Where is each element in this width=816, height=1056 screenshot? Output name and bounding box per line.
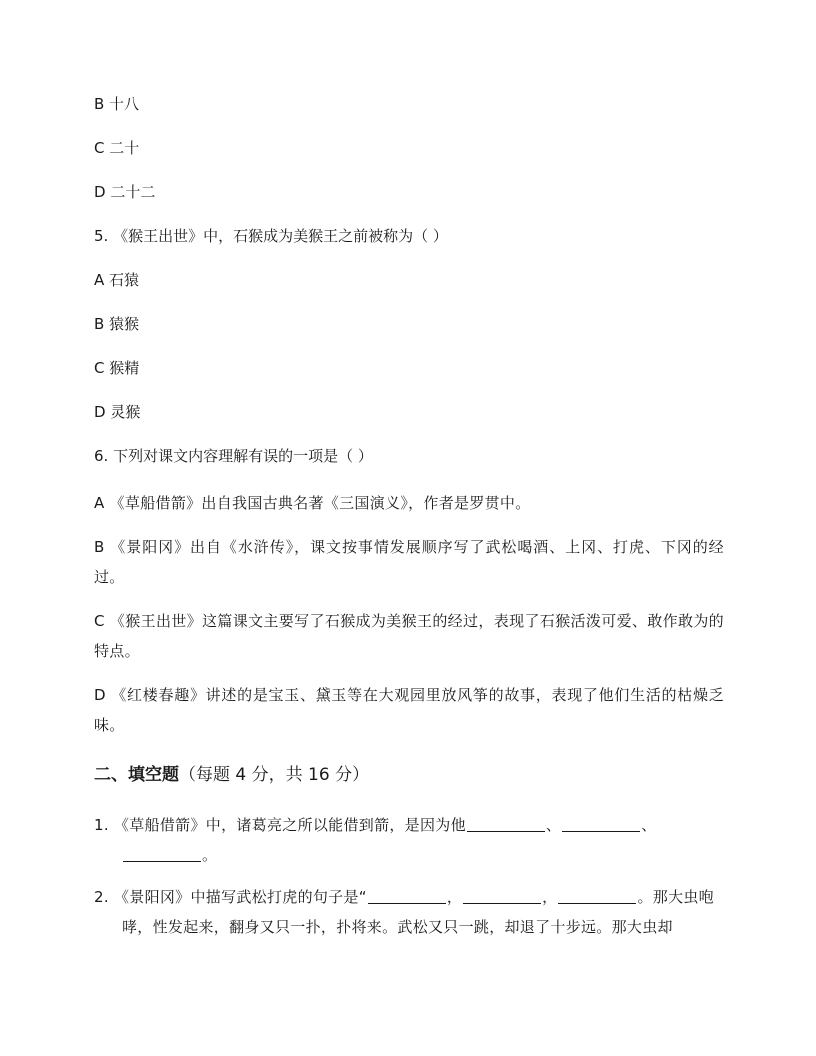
fill-2-blank-2[interactable] <box>463 887 541 904</box>
fill-2-blank-1[interactable] <box>368 887 446 904</box>
q6-option-d: D 《红楼春趣》讲述的是宝玉、黛玉等在大观园里放风筝的故事，表现了他们生活的枯燥乏味。 <box>94 686 724 734</box>
q4-option-d: D 二十二 <box>94 183 156 201</box>
fill-2-blank-3[interactable] <box>558 887 636 904</box>
fill-question-2 <box>94 882 724 942</box>
question-5-stem: 5. 《猴王出世》中，石猴成为美猴王之前被称为（ ） <box>94 227 448 245</box>
fill-1-separator: 、 <box>545 816 562 834</box>
fill-question-1 <box>94 810 724 870</box>
q6-option-c: C 《猴王出世》这篇课文主要写了石猴成为美猴王的经过，表现了石猴活泼可爱、敢作敢为的特点。 <box>94 612 724 660</box>
q5-option-a: A 石猿 <box>94 271 140 289</box>
q4-option-b: B 十八 <box>94 95 140 113</box>
fill-2-separator: ， <box>542 888 558 906</box>
fill-2-text: 2. 《景阳冈》中描写武松打虎的句子是“ <box>94 888 367 906</box>
section-2-heading <box>94 762 724 788</box>
q5-option-d: D 灵猴 <box>94 403 141 421</box>
section-2-title: 二、填空题 <box>94 765 179 785</box>
fill-2-separator: ， <box>446 888 463 906</box>
fill-1-text: 1. 《草船借箭》中，诸葛亮之所以能借到箭，是因为他 <box>94 816 466 834</box>
fill-2-continuation: 。那大虫咆哮，性发起来，翻身又只一扑，扑将来。武松又只一跳，却退了十步远。那大虫却 <box>122 888 714 936</box>
fill-1-blank-1[interactable] <box>467 815 545 832</box>
fill-1-separator: 、 <box>641 816 657 834</box>
document-page <box>94 92 724 954</box>
fill-1-blank-2[interactable] <box>562 815 640 832</box>
q6-option-a: A 《草船借箭》出自我国古典名著《三国演义》，作者是罗贯中。 <box>94 494 531 512</box>
fill-1-end: 。 <box>202 846 218 864</box>
q5-option-b: B 猿猴 <box>94 315 140 333</box>
q4-option-c: C 二十 <box>94 139 140 157</box>
fill-1-blank-3[interactable] <box>123 845 201 862</box>
section-2-score-note: （每题 4 分，共 16 分） <box>179 765 370 785</box>
question-6-stem: 6. 下列对课文内容理解有误的一项是（ ） <box>94 447 373 465</box>
q5-option-c: C 猴精 <box>94 359 140 377</box>
q6-option-b: B 《景阳冈》出自《水浒传》，课文按事情发展顺序写了武松喝酒、上冈、打虎、下冈的经过。 <box>94 538 724 586</box>
